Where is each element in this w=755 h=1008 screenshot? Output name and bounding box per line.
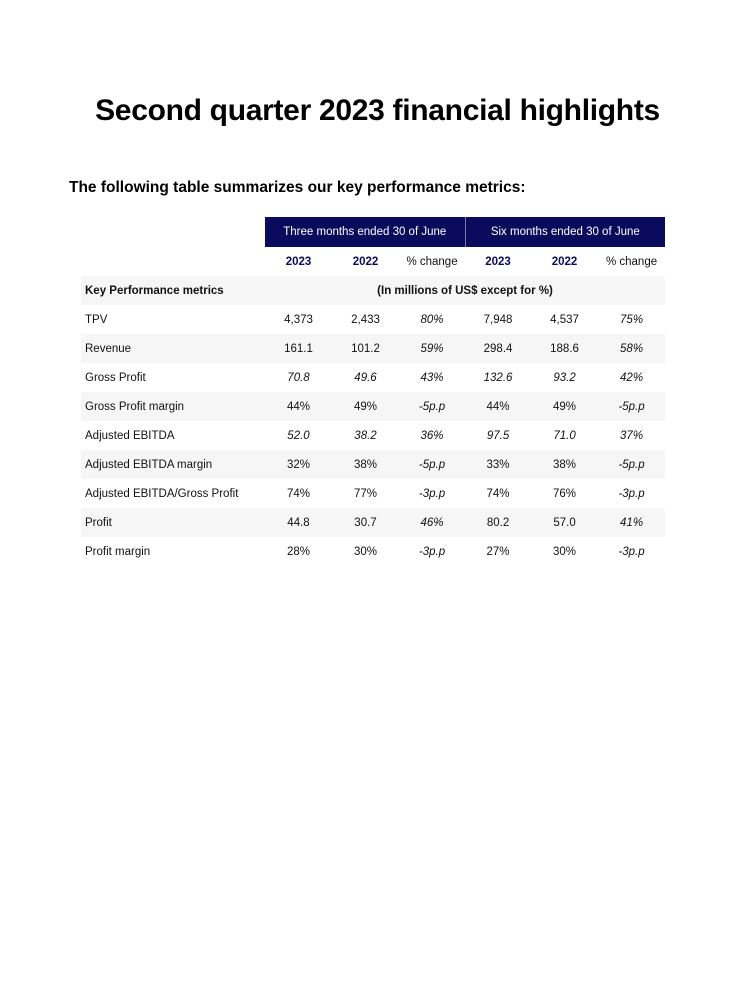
table-cell: 41% [598,508,665,537]
page-title: Second quarter 2023 financial highlights [95,94,660,127]
table-row [81,508,665,537]
table-cell: 75% [620,313,644,326]
table-cell: 38.2 [354,429,377,442]
row-label: Gross Profit [85,371,146,384]
table-cell: 161.1 [265,334,332,363]
row-label: TPV [85,313,108,326]
col-2022-h: 2022 [551,255,578,268]
table-row [81,421,665,450]
period-header-row [81,217,665,247]
table-cell: 74% [286,487,311,500]
row-label: Revenue [81,334,265,363]
table-cell: 77% [353,487,378,500]
table-cell: 38% [332,450,399,479]
col-2022-q: 2022 [352,255,379,268]
table-row [81,450,665,479]
table-cell: 2,433 [351,313,380,326]
unit-note: (In millions of US$ except for %) [265,276,665,305]
table-cell: -5p.p [399,450,465,479]
table-cell: 49% [332,392,399,421]
table-cell: 28% [286,545,311,558]
table-row [81,392,665,421]
table-cell: 49% [531,392,598,421]
table-cell: 97.5 [486,429,510,442]
section-label: Key Performance metrics [81,276,265,305]
section-row [81,276,665,305]
row-label: Profit [81,508,265,537]
row-label: Profit margin [85,545,151,558]
table-cell: 101.2 [332,334,399,363]
table-cell: -5p.p [598,392,665,421]
table-cell: 30% [353,545,378,558]
table-row [81,334,665,363]
table-cell: 132.6 [483,371,513,384]
table-cell: 37% [620,429,644,442]
empty-label-cell [81,247,265,276]
table-cell: 70.8 [287,371,310,384]
table-cell: 30.7 [332,508,399,537]
table-cell: 44% [465,392,531,421]
table-row [81,479,665,508]
six-months-header: Six months ended 30 of June [465,217,665,247]
table-cell: 4,537 [550,313,579,326]
table-cell: -5p.p [598,450,665,479]
row-label: Adjusted EBITDA margin [81,450,265,479]
table-cell: 7,948 [483,313,513,326]
col-2023-h: 2023 [485,255,511,268]
table-cell: 36% [420,429,444,442]
table-row [81,537,665,566]
table-cell: -3p.p [418,545,446,558]
table-cell: -3p.p [418,487,446,500]
table-cell: 30% [553,545,577,558]
row-label: Adjusted EBITDA/Gross Profit [85,487,239,500]
table-cell: 27% [486,545,510,558]
table-intro: The following table summarizes our key performance metrics: [69,179,526,196]
table-cell: 33% [465,450,531,479]
row-label: Gross Profit margin [81,392,265,421]
table-cell: 4,373 [284,313,313,326]
table-cell: 42% [620,371,644,384]
kpi-table [81,217,665,566]
table-cell: 59% [399,334,465,363]
column-header-row [81,247,665,276]
table-cell: 71.0 [553,429,576,442]
row-label: Adjusted EBITDA [85,429,175,442]
table-cell: 188.6 [531,334,598,363]
table-cell: 32% [265,450,332,479]
table-cell: 93.2 [553,371,576,384]
table-cell: 52.0 [287,429,310,442]
table-cell: 46% [399,508,465,537]
table-cell: 44% [265,392,332,421]
table-cell: 38% [531,450,598,479]
table-cell: -3p.p [618,545,645,558]
table-cell: 80.2 [465,508,531,537]
table-row [81,363,665,392]
table-cell: 57.0 [531,508,598,537]
table-cell: 43% [420,371,444,384]
three-months-header: Three months ended 30 of June [265,217,465,247]
col-change-q: % change [406,255,458,268]
table-cell: -3p.p [618,487,645,500]
table-cell: 74% [486,487,510,500]
table-cell: 58% [598,334,665,363]
table-cell: -5p.p [399,392,465,421]
table-cell: 76% [553,487,577,500]
col-2023-q: 2023 [285,255,312,268]
table-cell: 44.8 [265,508,332,537]
table-cell: 49.6 [354,371,377,384]
col-change-h: % change [605,255,658,268]
table-cell: 298.4 [465,334,531,363]
table-cell: 80% [420,313,444,326]
table-row [81,305,665,334]
empty-corner [81,217,265,247]
